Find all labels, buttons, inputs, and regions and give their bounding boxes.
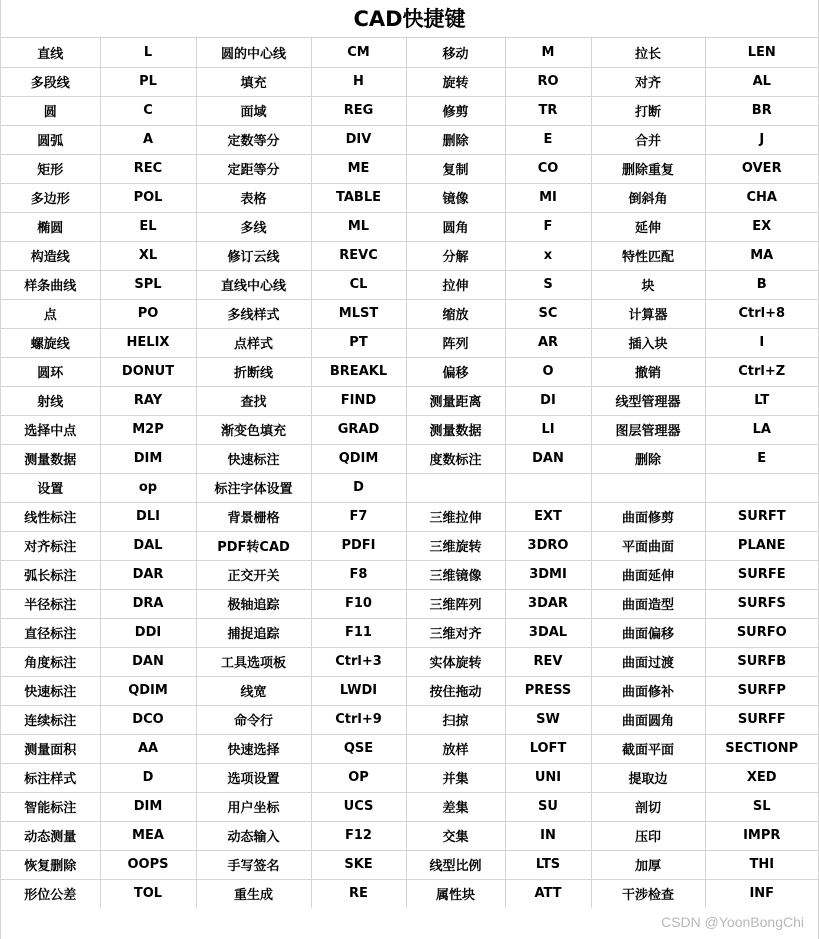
table-row [1, 270, 818, 299]
shortcut-cell: ML [311, 212, 406, 241]
function-cell: 按住拖动 [406, 676, 505, 705]
function-cell: 圆的中心线 [196, 38, 311, 67]
function-cell: 删除重复 [591, 154, 705, 183]
function-cell: 对齐标注 [1, 531, 100, 560]
shortcut-cell: RO [505, 67, 591, 96]
function-cell: 修订云线 [196, 241, 311, 270]
shortcut-cell: XED [705, 763, 818, 792]
shortcut-cell: S [505, 270, 591, 299]
shortcut-cell: DLI [100, 502, 196, 531]
shortcut-cell: L [100, 38, 196, 67]
shortcut-table-body [1, 38, 818, 908]
function-cell: 圆 [1, 96, 100, 125]
function-cell: 剖切 [591, 792, 705, 821]
shortcut-cell: J [705, 125, 818, 154]
function-cell: 偏移 [406, 357, 505, 386]
function-cell: 放样 [406, 734, 505, 763]
shortcut-cell: 3DAL [505, 618, 591, 647]
function-cell: 半径标注 [1, 589, 100, 618]
function-cell: 恢复删除 [1, 850, 100, 879]
shortcut-cell: RAY [100, 386, 196, 415]
function-cell: 正交开关 [196, 560, 311, 589]
function-cell: 扫掠 [406, 705, 505, 734]
shortcut-cell: SW [505, 705, 591, 734]
shortcut-cell: REV [505, 647, 591, 676]
table-row [1, 734, 818, 763]
function-cell: 属性块 [406, 879, 505, 908]
shortcut-cell: x [505, 241, 591, 270]
shortcut-cell: op [100, 473, 196, 502]
function-cell: 构造线 [1, 241, 100, 270]
table-row [1, 792, 818, 821]
function-cell: 多段线 [1, 67, 100, 96]
shortcut-cell: Ctrl+3 [311, 647, 406, 676]
page-title: CAD快捷键 [1, 0, 818, 38]
shortcut-cell: SURFP [705, 676, 818, 705]
shortcut-cell: QSE [311, 734, 406, 763]
shortcut-cell: SU [505, 792, 591, 821]
function-cell: 圆角 [406, 212, 505, 241]
shortcut-cell: E [705, 444, 818, 473]
function-cell: 矩形 [1, 154, 100, 183]
function-cell: 直径标注 [1, 618, 100, 647]
function-cell: 用户坐标 [196, 792, 311, 821]
shortcut-cell: DIM [100, 444, 196, 473]
shortcut-cell: M [505, 38, 591, 67]
table-row [1, 850, 818, 879]
shortcut-cell: D [100, 763, 196, 792]
function-cell: 旋转 [406, 67, 505, 96]
shortcut-cell: SPL [100, 270, 196, 299]
shortcut-cell: LEN [705, 38, 818, 67]
table-row [1, 705, 818, 734]
shortcut-cell: O [505, 357, 591, 386]
shortcut-cell: REC [100, 154, 196, 183]
shortcut-cell: C [100, 96, 196, 125]
function-cell: 截面平面 [591, 734, 705, 763]
function-cell: 弧长标注 [1, 560, 100, 589]
shortcut-cell: Ctrl+9 [311, 705, 406, 734]
table-row [1, 212, 818, 241]
shortcut-cell: F10 [311, 589, 406, 618]
shortcut-cell: IMPR [705, 821, 818, 850]
function-cell: 删除 [406, 125, 505, 154]
shortcut-cell: LI [505, 415, 591, 444]
shortcut-cell: SECTIONP [705, 734, 818, 763]
function-cell: 多线样式 [196, 299, 311, 328]
shortcut-cell: ME [311, 154, 406, 183]
shortcut-cell: DDI [100, 618, 196, 647]
shortcut-cell [705, 473, 818, 502]
shortcut-cell: EX [705, 212, 818, 241]
table-row [1, 154, 818, 183]
function-cell: 阵列 [406, 328, 505, 357]
table-row [1, 560, 818, 589]
table-row [1, 415, 818, 444]
shortcut-cell: PO [100, 299, 196, 328]
shortcut-cell: DAL [100, 531, 196, 560]
function-cell: 椭圆 [1, 212, 100, 241]
function-cell: 三维镜像 [406, 560, 505, 589]
function-cell: 智能标注 [1, 792, 100, 821]
shortcut-cell: 3DRO [505, 531, 591, 560]
function-cell: 样条曲线 [1, 270, 100, 299]
function-cell: 定数等分 [196, 125, 311, 154]
function-cell: 手写签名 [196, 850, 311, 879]
function-cell: 度数标注 [406, 444, 505, 473]
function-cell: 曲面偏移 [591, 618, 705, 647]
function-cell: 角度标注 [1, 647, 100, 676]
shortcut-cell: DRA [100, 589, 196, 618]
shortcut-cell: SURFB [705, 647, 818, 676]
shortcut-cell: TR [505, 96, 591, 125]
table-row [1, 502, 818, 531]
function-cell: 块 [591, 270, 705, 299]
function-cell: 曲面过渡 [591, 647, 705, 676]
function-cell: 曲面造型 [591, 589, 705, 618]
shortcut-cell: MEA [100, 821, 196, 850]
function-cell: 曲面修剪 [591, 502, 705, 531]
shortcut-cell: PDFI [311, 531, 406, 560]
shortcut-cell: 3DMI [505, 560, 591, 589]
function-cell: 测量面积 [1, 734, 100, 763]
shortcut-cell: SURFS [705, 589, 818, 618]
shortcut-cell: AL [705, 67, 818, 96]
shortcut-table [1, 38, 818, 908]
shortcut-cell: DONUT [100, 357, 196, 386]
shortcut-cell: DI [505, 386, 591, 415]
shortcut-cell: DIM [100, 792, 196, 821]
function-cell: 快速标注 [1, 676, 100, 705]
shortcut-cell: REG [311, 96, 406, 125]
function-cell: 捕捉追踪 [196, 618, 311, 647]
table-row [1, 328, 818, 357]
function-cell: 插入块 [591, 328, 705, 357]
shortcut-cell: REVC [311, 241, 406, 270]
function-cell: 点 [1, 299, 100, 328]
function-cell: 差集 [406, 792, 505, 821]
shortcut-cell: F7 [311, 502, 406, 531]
shortcut-cell: B [705, 270, 818, 299]
function-cell: 定距等分 [196, 154, 311, 183]
shortcut-cell: FIND [311, 386, 406, 415]
shortcut-cell: PLANE [705, 531, 818, 560]
function-cell: 测量数据 [1, 444, 100, 473]
function-cell: 删除 [591, 444, 705, 473]
function-cell: 线宽 [196, 676, 311, 705]
shortcut-cell: F [505, 212, 591, 241]
table-row [1, 386, 818, 415]
shortcut-cell: DIV [311, 125, 406, 154]
function-cell: 选项设置 [196, 763, 311, 792]
function-cell: 实体旋转 [406, 647, 505, 676]
function-cell: 图层管理器 [591, 415, 705, 444]
function-cell: 计算器 [591, 299, 705, 328]
shortcut-cell: TABLE [311, 183, 406, 212]
shortcut-cell: GRAD [311, 415, 406, 444]
shortcut-cell: MLST [311, 299, 406, 328]
table-row [1, 473, 818, 502]
function-cell: 直线 [1, 38, 100, 67]
function-cell: 动态输入 [196, 821, 311, 850]
function-cell [591, 473, 705, 502]
function-cell: 快速选择 [196, 734, 311, 763]
shortcut-cell: DAR [100, 560, 196, 589]
function-cell: 对齐 [591, 67, 705, 96]
table-row [1, 676, 818, 705]
function-cell: 特性匹配 [591, 241, 705, 270]
function-cell: 圆环 [1, 357, 100, 386]
shortcut-cell: MA [705, 241, 818, 270]
shortcut-cell: HELIX [100, 328, 196, 357]
function-cell: 面域 [196, 96, 311, 125]
function-cell: 曲面延伸 [591, 560, 705, 589]
shortcut-cell: UCS [311, 792, 406, 821]
shortcut-cell: AA [100, 734, 196, 763]
function-cell: 干涉检查 [591, 879, 705, 908]
shortcut-cell [505, 473, 591, 502]
shortcut-cell: PT [311, 328, 406, 357]
function-cell: 镜像 [406, 183, 505, 212]
shortcut-cell: CL [311, 270, 406, 299]
shortcut-cell: SURFE [705, 560, 818, 589]
function-cell: 工具选项板 [196, 647, 311, 676]
function-cell: 修剪 [406, 96, 505, 125]
function-cell: 复制 [406, 154, 505, 183]
table-row [1, 357, 818, 386]
shortcut-cell: POL [100, 183, 196, 212]
function-cell: 分解 [406, 241, 505, 270]
function-cell: PDF转CAD [196, 531, 311, 560]
shortcut-cell: OOPS [100, 850, 196, 879]
shortcut-cell: F8 [311, 560, 406, 589]
table-row [1, 879, 818, 908]
function-cell: 缩放 [406, 299, 505, 328]
function-cell: 重生成 [196, 879, 311, 908]
function-cell: 极轴追踪 [196, 589, 311, 618]
shortcut-cell: LOFT [505, 734, 591, 763]
shortcut-cell: BREAKL [311, 357, 406, 386]
shortcut-cell: LTS [505, 850, 591, 879]
function-cell: 三维对齐 [406, 618, 505, 647]
function-cell: 提取边 [591, 763, 705, 792]
table-row [1, 647, 818, 676]
function-cell: 命令行 [196, 705, 311, 734]
shortcut-cell: 3DAR [505, 589, 591, 618]
shortcut-cell: OP [311, 763, 406, 792]
table-row [1, 618, 818, 647]
shortcut-cell: IN [505, 821, 591, 850]
function-cell: 标注字体设置 [196, 473, 311, 502]
function-cell: 加厚 [591, 850, 705, 879]
shortcut-cell: LWDI [311, 676, 406, 705]
shortcut-cell: SC [505, 299, 591, 328]
function-cell: 选择中点 [1, 415, 100, 444]
shortcut-cell: H [311, 67, 406, 96]
shortcut-cell: XL [100, 241, 196, 270]
table-row [1, 821, 818, 850]
function-cell: 动态测量 [1, 821, 100, 850]
shortcut-cell: CO [505, 154, 591, 183]
shortcut-cell: QDIM [100, 676, 196, 705]
function-cell: 连续标注 [1, 705, 100, 734]
shortcut-cell: A [100, 125, 196, 154]
function-cell: 标注样式 [1, 763, 100, 792]
shortcut-cell: SL [705, 792, 818, 821]
function-cell: 撤销 [591, 357, 705, 386]
table-row [1, 125, 818, 154]
function-cell: 多边形 [1, 183, 100, 212]
table-row [1, 38, 818, 67]
shortcut-cell: TOL [100, 879, 196, 908]
shortcut-cell: SKE [311, 850, 406, 879]
function-cell: 多线 [196, 212, 311, 241]
function-cell: 圆弧 [1, 125, 100, 154]
shortcut-cell: OVER [705, 154, 818, 183]
shortcut-cell: DCO [100, 705, 196, 734]
function-cell: 背景栅格 [196, 502, 311, 531]
shortcut-cell: SURFT [705, 502, 818, 531]
shortcut-cell: INF [749, 886, 775, 902]
shortcut-cell: I [705, 328, 818, 357]
function-cell: 拉长 [591, 38, 705, 67]
function-cell: 线型管理器 [591, 386, 705, 415]
table-row [1, 763, 818, 792]
function-cell: 查找 [196, 386, 311, 415]
function-cell: 三维拉伸 [406, 502, 505, 531]
shortcut-cell: QDIM [311, 444, 406, 473]
function-cell [406, 473, 505, 502]
function-cell: 形位公差 [1, 879, 100, 908]
table-row [1, 299, 818, 328]
table-row [1, 96, 818, 125]
function-cell: 拉伸 [406, 270, 505, 299]
function-cell: 折断线 [196, 357, 311, 386]
table-row [1, 183, 818, 212]
shortcut-cell: MI [505, 183, 591, 212]
shortcut-cell: F12 [311, 821, 406, 850]
function-cell: 渐变色填充 [196, 415, 311, 444]
shortcut-cell: CM [311, 38, 406, 67]
function-cell: 快速标注 [196, 444, 311, 473]
function-cell: 并集 [406, 763, 505, 792]
shortcut-cell: DAN [100, 647, 196, 676]
shortcut-cell: D [311, 473, 406, 502]
function-cell: 曲面修补 [591, 676, 705, 705]
function-cell: 曲面圆角 [591, 705, 705, 734]
function-cell: 填充 [196, 67, 311, 96]
table-row [1, 241, 818, 270]
function-cell: 线性标注 [1, 502, 100, 531]
shortcut-cell: F11 [311, 618, 406, 647]
shortcut-cell: Ctrl+Z [705, 357, 818, 386]
function-cell: 线型比例 [406, 850, 505, 879]
function-cell: 合并 [591, 125, 705, 154]
function-cell: 交集 [406, 821, 505, 850]
shortcut-cell: E [505, 125, 591, 154]
watermark: CSDN @YoonBongChi [661, 914, 804, 930]
shortcut-cell: PL [100, 67, 196, 96]
function-cell: 延伸 [591, 212, 705, 241]
function-cell: 测量数据 [406, 415, 505, 444]
function-cell: 直线中心线 [196, 270, 311, 299]
shortcut-cell: PRESS [505, 676, 591, 705]
shortcut-cell: LA [705, 415, 818, 444]
shortcut-cell: M2P [100, 415, 196, 444]
function-cell: 点样式 [196, 328, 311, 357]
table-row [1, 589, 818, 618]
function-cell: 压印 [591, 821, 705, 850]
function-cell: 三维阵列 [406, 589, 505, 618]
shortcut-cell: SURFO [705, 618, 818, 647]
shortcut-cell: BR [705, 96, 818, 125]
function-cell: 射线 [1, 386, 100, 415]
function-cell: 倒斜角 [591, 183, 705, 212]
shortcut-cell: CHA [705, 183, 818, 212]
shortcut-cell: EXT [505, 502, 591, 531]
function-cell: 测量距离 [406, 386, 505, 415]
function-cell: 平面曲面 [591, 531, 705, 560]
table-row [1, 531, 818, 560]
shortcut-cell: Ctrl+8 [705, 299, 818, 328]
function-cell: 打断 [591, 96, 705, 125]
shortcut-cell: THI [705, 850, 818, 879]
table-row [1, 67, 818, 96]
function-cell: 设置 [1, 473, 100, 502]
function-cell: 三维旋转 [406, 531, 505, 560]
shortcut-cell: EL [100, 212, 196, 241]
shortcut-cell: UNI [505, 763, 591, 792]
shortcut-cell: LT [705, 386, 818, 415]
shortcut-cell: DAN [505, 444, 591, 473]
function-cell: 表格 [196, 183, 311, 212]
shortcut-cell: RE [311, 879, 406, 908]
shortcut-cell: ATT [505, 879, 591, 908]
table-row [1, 444, 818, 473]
function-cell: 螺旋线 [1, 328, 100, 357]
shortcut-cell: SURFF [705, 705, 818, 734]
function-cell: 移动 [406, 38, 505, 67]
shortcut-cell: AR [505, 328, 591, 357]
